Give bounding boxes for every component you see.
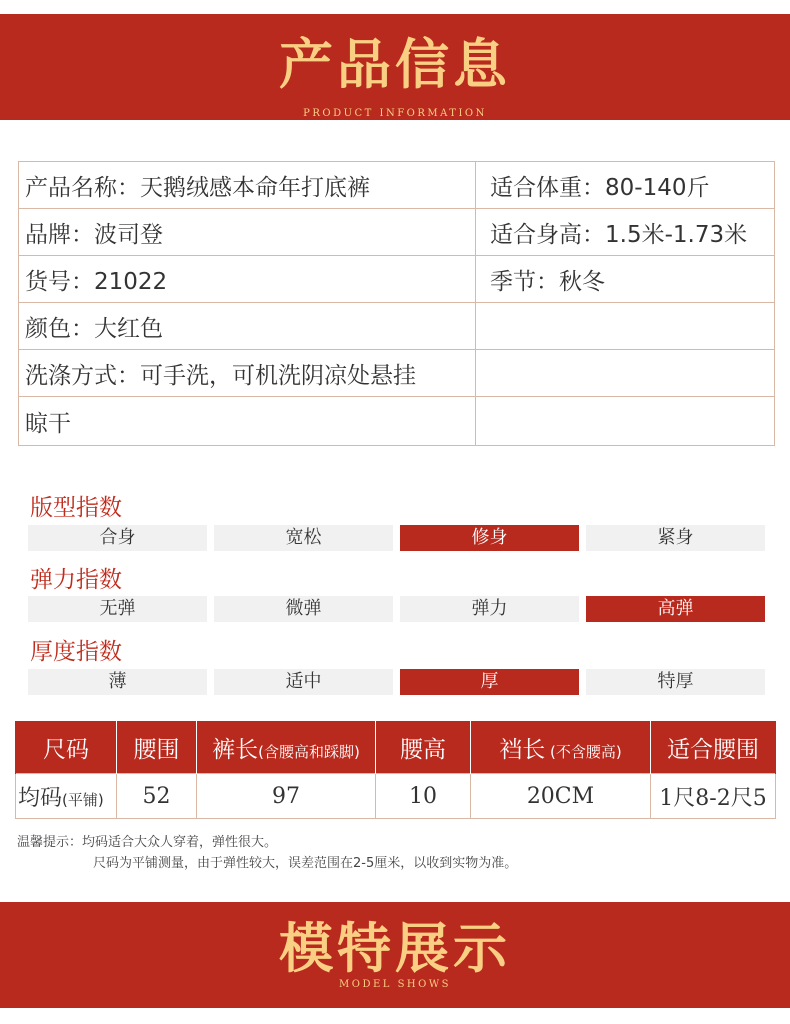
info-row <box>19 303 775 350</box>
elasticity-index-options <box>28 596 765 622</box>
size-table <box>15 721 776 819</box>
info-row <box>19 397 775 446</box>
fit-index-options <box>28 525 765 551</box>
elasticity-index-title: 弹力指数 <box>30 567 122 593</box>
table-row <box>16 774 776 819</box>
elasticity-option: 弹力 <box>400 596 579 622</box>
info-cell-empty <box>476 303 775 350</box>
info-cell-name: 产品名称：天鹅绒感本命年打底裤 <box>19 162 476 209</box>
cell-length: 97 <box>197 774 376 819</box>
info-cell-season: 季节：秋冬 <box>476 256 775 303</box>
elasticity-option: 微弹 <box>214 596 393 622</box>
banner-title: 产品信息 <box>279 33 511 96</box>
info-row <box>19 256 775 303</box>
notes-line-2: 尺码为平铺测量，由于弹性较大，误差范围在2-5厘米，以收到实物为准。 <box>93 856 518 871</box>
thickness-option: 特厚 <box>586 669 765 695</box>
info-cell-washing-cont: 晾干 <box>19 397 476 446</box>
cell-waist: 52 <box>117 774 197 819</box>
info-cell-empty <box>476 350 775 397</box>
elasticity-option: 无弹 <box>28 596 207 622</box>
header-waist: 腰围 <box>117 721 197 774</box>
size-table-header <box>16 721 776 774</box>
info-cell-height: 适合身高：1.5米-1.73米 <box>476 209 775 256</box>
notes-line-1 <box>17 831 277 850</box>
product-info-banner <box>0 14 790 120</box>
info-cell-color: 颜色：大红色 <box>19 303 476 350</box>
notes-label: 温馨提示： <box>17 835 83 850</box>
thickness-option: 适中 <box>214 669 393 695</box>
cell-fit-waist: 1尺8-2尺5 <box>651 774 776 819</box>
fit-option-selected: 修身 <box>400 525 579 551</box>
elasticity-option-selected: 高弹 <box>586 596 765 622</box>
banner-subtitle: PRODUCT INFORMATION <box>303 108 487 119</box>
header-size: 尺码 <box>16 721 117 774</box>
thickness-index-options <box>28 669 765 695</box>
thickness-index-title: 厚度指数 <box>30 639 122 665</box>
fit-option: 合身 <box>28 525 207 551</box>
info-cell-washing: 洗涤方式：可手洗，可机洗阴凉处悬挂 <box>19 350 476 397</box>
info-cell-weight: 适合体重：80-140斤 <box>476 162 775 209</box>
fit-option: 宽松 <box>214 525 393 551</box>
fit-option: 紧身 <box>586 525 765 551</box>
info-cell-empty <box>476 397 775 446</box>
header-length: 裤长(含腰高和踩脚) <box>197 721 376 774</box>
fit-index-title: 版型指数 <box>30 495 122 521</box>
header-crotch: 裆长 (不含腰高) <box>471 721 651 774</box>
thickness-option: 薄 <box>28 669 207 695</box>
notes-text-1: 均码适合大众人穿着，弹性很大。 <box>82 835 278 850</box>
info-row <box>19 162 775 209</box>
product-info-table <box>18 161 775 446</box>
cell-crotch: 20CM <box>471 774 651 819</box>
thickness-option-selected: 厚 <box>400 669 579 695</box>
banner-subtitle: MODEL SHOWS <box>339 979 451 990</box>
model-shows-banner <box>0 902 790 1008</box>
info-row <box>19 350 775 397</box>
cell-size: 均码(平铺) <box>16 774 117 819</box>
cell-waist-height: 10 <box>376 774 471 819</box>
info-cell-item-no: 货号：21022 <box>19 256 476 303</box>
info-cell-brand: 品牌：波司登 <box>19 209 476 256</box>
header-waist-height: 腰高 <box>376 721 471 774</box>
info-row <box>19 209 775 256</box>
header-fit-waist: 适合腰围 <box>651 721 776 774</box>
banner-title: 模特展示 <box>279 917 511 980</box>
